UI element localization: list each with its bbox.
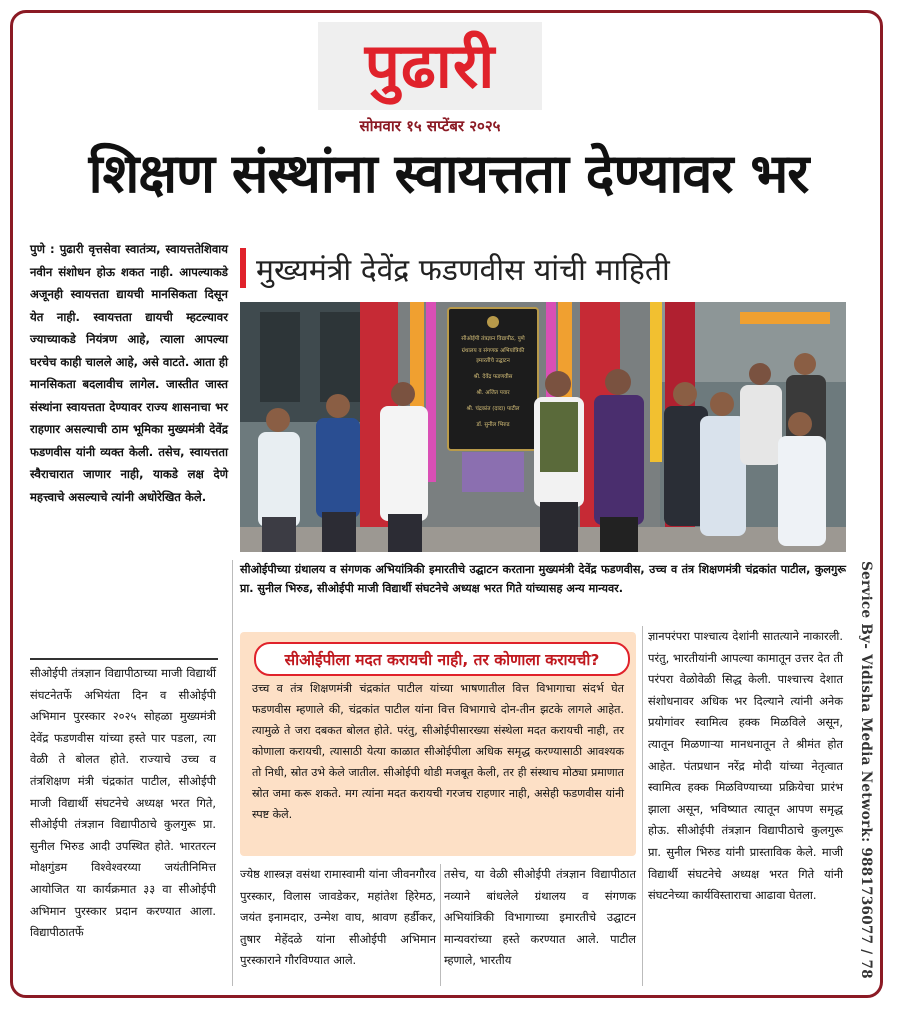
sidebar-box-title: सीओईपीला मदत करायची नाही, तर कोणाला करायची? [254, 642, 630, 676]
right-column: ज्ञानपरंपरा पाश्चात्य देशांनी सातत्याने नाकारली. परंतु, भारतीयांनी आपल्या कामातून उत्तर देत ती परंपरा वेळोवेळी सिद्ध केली. पाश्चात्त्य देशात संशोधनावर अधिक भर दिल्याने त्यांनी अनेक प्रयोगांवर स्वामित्व हक्क मिळविले असून, त्यातून मिळणाऱ्या मानधनातून ते श्रीमंत होत आहेत. पंतप्रधान नरेंद्र मोदी यांच्या नेतृत्वात स्वामित्व हक्क मिळविण्याच्या प्रक्रियेचा प्रारंभ झाला असून, भविष्यात त्यातून आपण समृद्ध होऊ. सीओईपी तंत्रज्ञान विद्यापीठाचे कुलगुरू प्रा. सुनील भिरुड यांनी प्रास्ताविक केले. माजी विद्यार्थी संघटनेचे अध्यक्ष भरत गिते यांनी संघटनेच्या कार्यविस्ताराचा आढावा घेतला. [648, 629, 843, 903]
subheadline [240, 242, 870, 294]
news-photo [240, 302, 846, 552]
sidebar-box-body: उच्च व तंत्र शिक्षणमंत्री चंद्रकांत पाटील यांच्या भाषणातील वित्त विभागाचा संदर्भ घेत फडणवीस म्हणाले की, चंद्रकांत पाटील यांना वित्त विभागाचे दोन-तीन झटके लागले आहेत. त्यामुळे ते जरा दबकत बोलत होते. परंतु, सीओईपीसारख्या संस्थेला मदत करायची नाही, तर कोणाला करायची, त्यासाठी येत्या काळात सीओईपीला अधिक समृद्ध करण्यासाठी आवश्यक तो निधी, स्रोत उभे केले जातील. सीओईपी थोडी मजबूत केली, तर ही संस्थाच मोठ्या प्रमाणात स्रोत जमा करू शकते. मग त्यांना मदत करायची गरजच राहणार नाही, असेही फडणवीस यांनी स्पष्ट केले. [252, 682, 624, 821]
masthead-logo [318, 22, 542, 110]
dateline: सोमवार १५ सप्टेंबर २०२५ [359, 117, 501, 135]
news-photo-illustration [240, 302, 846, 552]
subheadline-accent-bar [240, 248, 246, 288]
middle-column-a: ज्येष्ठ शास्त्रज्ञ वसंथा रामास्वामी यांना जीवनगौरव पुरस्कार, विलास जावडेकर, महांतेश हिरेमठ, जयंत इनामदार, उन्मेश वाघ, श्रावण हर्डीकर, तुषार मेहेंदळे यांना सीओईपी अभिमान पुरस्काराने गौरविण्यात आले. [240, 867, 436, 968]
middle-column-b: तसेच, या वेळी सीओईपी तंत्रज्ञान विद्यापीठात नव्याने बांधलेले ग्रंथालय व संगणक अभियांत्रिकी विभागाच्या इमारतीचे उद्घाटन मान्यवरांच्या हस्ते करण्यात आले. पाटील म्हणाले, भारतीय [444, 867, 636, 968]
service-credit [858, 560, 874, 980]
plaque-line-1: सीओईपी तंत्रज्ञान विद्यापीठ, पुणे [461, 336, 525, 342]
plaque-line-3: इमारतीचे उद्घाटन [476, 358, 510, 364]
subheadline-text: मुख्यमंत्री देवेंद्र फडणवीस यांची माहिती [256, 252, 670, 288]
column-rule [642, 626, 643, 986]
intro-paragraph: पुणे : पुढारी वृत्तसेवा स्वातंत्र्य, स्वायत्ततेशिवाय नवीन संशोधन होऊ शकत नाही. आपल्याकडे अजूनही स्वायत्तता द्यायची मानसिकता दिसून येत नाही. स्वायत्तता द्यायची म्हटल्यावर ज्याच्याकडे नियंत्रण आहे, त्याला आपल्या घरचेच काही चालले आहे, असे वाटते. आता ही मानसिकता बदलावीच लागेल. जास्तीत जास्त संस्थांना स्वायत्तता देण्यावर राज्य शासनाचा भर राहणार असल्याची ठाम भूमिका मुख्यमंत्री देवेंद्र फडणवीस यांनी व्यक्त केली. तसेच, स्वायत्तता स्वैराचारात जाणार नाही, याकडे लक्ष देणे महत्त्वाचे असल्याचे त्यांनी अधोरेखित केले. [30, 242, 228, 504]
plaque-line-4: श्री. देवेंद्र फडणवीस [473, 374, 513, 380]
plaque-line-7: डॉ. सुनील भिरुड [476, 422, 510, 428]
headline: शिक्षण संस्थांना स्वायत्तता देण्यावर भर [88, 142, 809, 205]
plaque-line-2: ग्रंथालय व संगणक अभियांत्रिकी [461, 348, 525, 354]
logo-text: पुढारी [364, 29, 496, 102]
column-rule [232, 560, 233, 986]
plaque-line-5: श्री. अजित पवार [476, 390, 510, 396]
column-rule [440, 864, 441, 986]
service-credit-text: Service By- Vidisha Media Network: 9881736077 / 78 [858, 561, 874, 979]
left-column-body: सीओईपी तंत्रज्ञान विद्यापीठाच्या माजी विद्यार्थी संघटनेतर्फे अभियंता दिन व सीओईपी अभिमान पुरस्कार २०२५ सोहळा मुख्यमंत्री देवेंद्र फडणवीस यांच्या हस्ते पार पडला, त्या वेळी ते बोलत होते. राज्याचे उच्च व तंत्रशिक्षण मंत्री चंद्रकांत पाटील, सीओईपी माजी विद्यार्थी संघटनेचे अध्यक्ष भरत गिते, सीओईपी तंत्रज्ञान विद्यापीठाचे कुलगुरू प्रा. सुनील भिरुड आदी उपस्थित होते. भारतरत्न मोक्षगुंडम विश्वेश्वरय्या जयंतीनिमित्त आयोजित या कार्यक्रमात ३३ वा सीओईपी अभिमान पुरस्कार प्रदान करण्यात आला. विद्यापीठातर्फे [30, 666, 216, 940]
photo-caption: सीओईपीच्या ग्रंथालय व संगणक अभियांत्रिकी इमारतीचे उद्घाटन करताना मुख्यमंत्री देवेंद्र फडणवीस, उच्च व तंत्र शिक्षणमंत्री चंद्रकांत पाटील, कुलगुरू प्रा. सुनील भिरुड, सीओईपी माजी विद्यार्थी संघटनेचे अध्यक्ष भरत गिते यांच्यासह अन्य मान्यवर. [240, 563, 846, 595]
plaque-line-6: श्री. चंद्रकांत (दादा) पाटील [466, 406, 520, 412]
column-divider [30, 658, 218, 660]
